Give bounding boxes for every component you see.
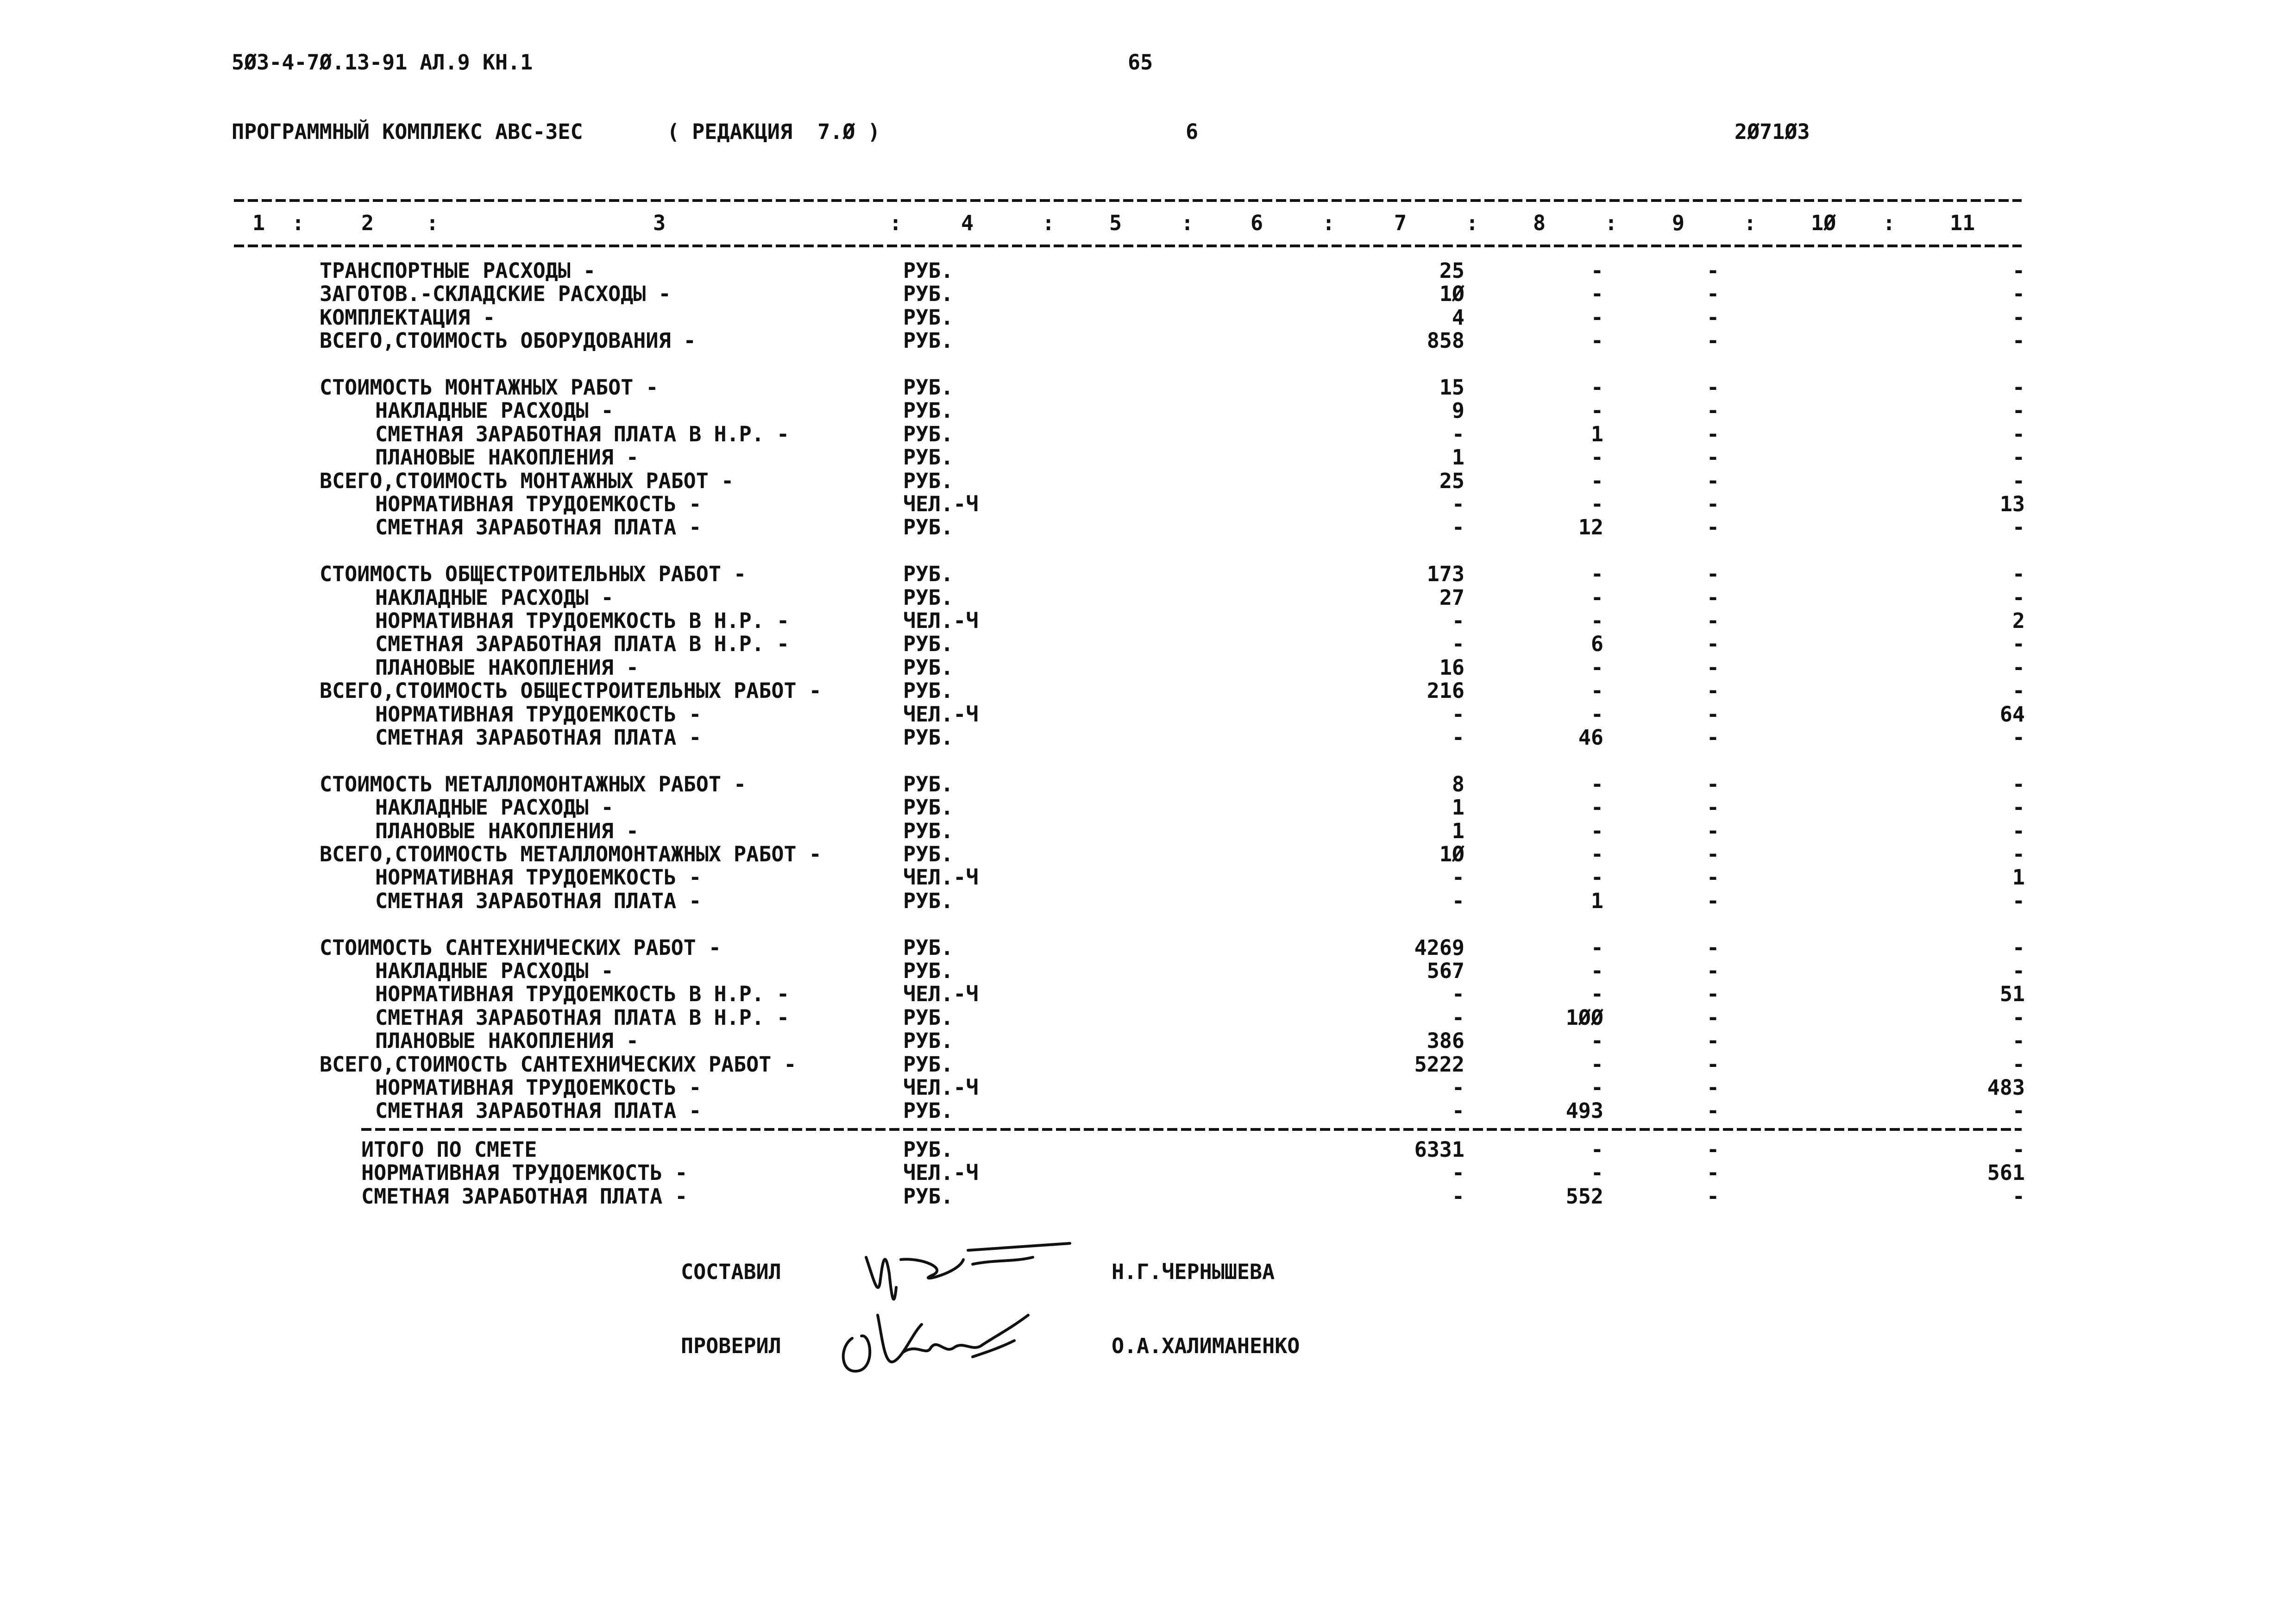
cell-col11: 1	[2012, 865, 2025, 890]
row-label: СТОИМОСТЬ ОБЩЕСТРОИТЕЛЬНЫХ РАБОТ -	[320, 562, 747, 587]
cell-col8: -	[1590, 585, 1603, 610]
cell-col11: -	[2012, 282, 2025, 307]
cell-col8: -	[1590, 375, 1603, 400]
column-separator: :	[1322, 211, 1335, 235]
column-separator: :	[1605, 211, 1618, 235]
table-row	[0, 983, 2275, 1006]
totals-row	[0, 1138, 2275, 1161]
row-label: ВСЕГО,СТОИМОСТЬ МЕТАЛЛОМОНТАЖНЫХ РАБОТ -	[320, 842, 822, 866]
composer-name: Н.Г.ЧЕРНЫШЕВА	[1112, 1260, 1275, 1284]
cell-col11: 51	[1999, 982, 2025, 1007]
table-row	[0, 329, 2275, 352]
row-unit: ЧЕЛ.-Ч	[903, 1075, 979, 1100]
cell-col7: 16	[1439, 655, 1464, 680]
cell-col7: 8	[1452, 771, 1464, 796]
cell-col11: -	[2012, 678, 2025, 703]
cell-col7: -	[1452, 1075, 1464, 1100]
cell-col8: -	[1590, 865, 1603, 890]
row-label: ВСЕГО,СТОИМОСТЬ ОБЩЕСТРОИТЕЛЬНЫХ РАБОТ -	[320, 678, 822, 703]
column-header-9: 9	[1672, 211, 1685, 235]
cell-col7: 1	[1452, 445, 1464, 470]
table-row	[0, 609, 2275, 633]
checked-label: ПРОВЕРИЛ	[681, 1334, 781, 1358]
cell-col7: 25	[1439, 468, 1464, 493]
cell-col8: -	[1590, 445, 1603, 470]
row-label: СМЕТНАЯ ЗАРАБОТНАЯ ПЛАТА -	[361, 1184, 688, 1209]
cell-col11: 483	[1987, 1075, 2025, 1100]
cell-col11: -	[2012, 888, 2025, 913]
row-label: НОРМАТИВНАЯ ТРУДОЕМКОСТЬ -	[375, 492, 702, 516]
row-label: ТРАНСПОРТНЫЕ РАСХОДЫ -	[320, 258, 596, 283]
cell-col11: -	[2012, 818, 2025, 843]
composed-label: СОСТАВИЛ	[681, 1260, 781, 1284]
row-unit: РУБ.	[903, 515, 954, 540]
row-unit: РУБ.	[903, 375, 954, 400]
cell-col11: -	[2012, 725, 2025, 750]
table-row	[0, 306, 2275, 329]
cell-col9: -	[1707, 1005, 1720, 1030]
column-header-8: 8	[1533, 211, 1546, 235]
cell-col11: 2	[2012, 608, 2025, 633]
row-unit: ЧЕЛ.-Ч	[903, 865, 979, 890]
column-separator: :	[426, 211, 439, 235]
row-label: ВСЕГО,СТОИМОСТЬ САНТЕХНИЧЕСКИХ РАБОТ -	[320, 1052, 797, 1077]
cell-col8: -	[1590, 1137, 1603, 1162]
cell-col11: -	[2012, 328, 2025, 353]
cell-col11: 13	[1999, 492, 2025, 516]
column-header-7: 7	[1394, 211, 1407, 235]
cell-col9: -	[1707, 585, 1720, 610]
row-unit: РУБ.	[903, 795, 954, 820]
cell-col9: -	[1707, 795, 1720, 820]
cell-col11: -	[2012, 1005, 2025, 1030]
cell-col9: -	[1707, 655, 1720, 680]
program-edition: ( РЕДАКЦИЯ 7.Ø )	[667, 119, 880, 144]
cell-col9: -	[1707, 468, 1720, 493]
row-label: СМЕТНАЯ ЗАРАБОТНАЯ ПЛАТА -	[375, 888, 702, 913]
cell-col8: 1	[1590, 421, 1603, 446]
row-unit: РУБ.	[903, 1098, 954, 1123]
cell-col8: -	[1590, 608, 1603, 633]
row-unit: РУБ.	[903, 935, 954, 960]
row-label: СМЕТНАЯ ЗАРАБОТНАЯ ПЛАТА -	[375, 725, 702, 750]
cell-col7: -	[1452, 888, 1464, 913]
row-unit: РУБ.	[903, 1005, 954, 1030]
column-separator: :	[1042, 211, 1055, 235]
table-row	[0, 820, 2275, 843]
row-unit: РУБ.	[903, 1028, 954, 1053]
cell-col8: -	[1590, 959, 1603, 983]
cell-col7: 1Ø	[1439, 282, 1464, 307]
cell-col7: 1Ø	[1439, 842, 1464, 866]
row-label: ПЛАНОВЫЕ НАКОПЛЕНИЯ -	[375, 1028, 639, 1053]
cell-col11: -	[2012, 468, 2025, 493]
table-row	[0, 773, 2275, 796]
table-row	[0, 890, 2275, 913]
cell-col7: -	[1452, 515, 1464, 540]
cell-col11: -	[2012, 842, 2025, 866]
cell-col7: -	[1452, 1005, 1464, 1030]
row-label: СМЕТНАЯ ЗАРАБОТНАЯ ПЛАТА -	[375, 1098, 702, 1123]
cell-col9: -	[1707, 678, 1720, 703]
row-label: ВСЕГО,СТОИМОСТЬ МОНТАЖНЫХ РАБОТ -	[320, 468, 734, 493]
row-unit: РУБ.	[903, 328, 954, 353]
table-row	[0, 376, 2275, 399]
cell-col7: 1	[1452, 818, 1464, 843]
cell-col9: -	[1707, 888, 1720, 913]
cell-col8: -	[1590, 842, 1603, 866]
header-bottom-rule	[234, 245, 2022, 247]
row-label: НОРМАТИВНАЯ ТРУДОЕМКОСТЬ -	[375, 702, 702, 727]
cell-col7: 5222	[1414, 1052, 1464, 1077]
totals-row	[0, 1161, 2275, 1185]
cell-col11: -	[2012, 655, 2025, 680]
cell-col11: -	[2012, 421, 2025, 446]
cell-col9: -	[1707, 1052, 1720, 1077]
cell-col7: 25	[1439, 258, 1464, 283]
cell-col8: -	[1590, 468, 1603, 493]
row-unit: РУБ.	[903, 421, 954, 446]
cell-col7: -	[1452, 865, 1464, 890]
cell-col8: -	[1590, 702, 1603, 727]
cell-col9: -	[1707, 445, 1720, 470]
cell-col9: -	[1707, 305, 1720, 330]
cell-col9: -	[1707, 1075, 1720, 1100]
table-row	[0, 843, 2275, 866]
cell-col8: -	[1590, 562, 1603, 587]
cell-col9: -	[1707, 842, 1720, 866]
checker-signature	[834, 1297, 1042, 1380]
column-header-5: 5	[1109, 211, 1122, 235]
column-separator: :	[889, 211, 902, 235]
row-label: НОРМАТИВНАЯ ТРУДОЕМКОСТЬ -	[361, 1160, 688, 1185]
cell-col9: -	[1707, 959, 1720, 983]
row-label: НОРМАТИВНАЯ ТРУДОЕМКОСТЬ -	[375, 865, 702, 890]
row-label: ПЛАНОВЫЕ НАКОПЛЕНИЯ -	[375, 655, 639, 680]
column-header-11: 11	[1950, 211, 1975, 235]
checker-name: О.А.ХАЛИМАНЕНКО	[1112, 1334, 1300, 1358]
totals-row	[0, 1185, 2275, 1208]
row-unit: РУБ.	[903, 655, 954, 680]
cell-col7: 567	[1427, 959, 1464, 983]
cell-col8: -	[1590, 1160, 1603, 1185]
cell-col9: -	[1707, 725, 1720, 750]
table-row	[0, 1053, 2275, 1076]
row-label: НАКЛАДНЫЕ РАСХОДЫ -	[375, 585, 614, 610]
cell-col8: 12	[1578, 515, 1603, 540]
row-label: СМЕТНАЯ ЗАРАБОТНАЯ ПЛАТА -	[375, 515, 702, 540]
column-header-3: 3	[653, 211, 666, 235]
cell-col9: -	[1707, 1160, 1720, 1185]
table-row	[0, 1006, 2275, 1029]
cell-col11: -	[2012, 398, 2025, 423]
cell-col11: -	[2012, 1137, 2025, 1162]
cell-col8: 493	[1565, 1098, 1603, 1123]
cell-col8: -	[1590, 818, 1603, 843]
cell-col7: 4	[1452, 305, 1464, 330]
cell-col8: -	[1590, 328, 1603, 353]
cell-col7: 4269	[1414, 935, 1464, 960]
row-unit: РУБ.	[903, 305, 954, 330]
cell-col7: -	[1452, 632, 1464, 657]
row-label: НОРМАТИВНАЯ ТРУДОЕМКОСТЬ В Н.Р. -	[375, 608, 790, 633]
row-unit: РУБ.	[903, 888, 954, 913]
table-row	[0, 959, 2275, 983]
table-row	[0, 796, 2275, 819]
table-row	[0, 703, 2275, 726]
cell-col8: -	[1590, 771, 1603, 796]
cell-col9: -	[1707, 702, 1720, 727]
table-row	[0, 563, 2275, 586]
page-number: 65	[1128, 50, 1153, 75]
cell-col8: -	[1590, 282, 1603, 307]
row-unit: РУБ.	[903, 959, 954, 983]
cell-col7: -	[1452, 1184, 1464, 1209]
row-unit: РУБ.	[903, 1052, 954, 1077]
cell-col11: -	[2012, 1184, 2025, 1209]
cell-col9: -	[1707, 375, 1720, 400]
cell-col8: -	[1590, 1075, 1603, 1100]
cell-col8: 6	[1590, 632, 1603, 657]
cell-col11: -	[2012, 1098, 2025, 1123]
row-label: НОРМАТИВНАЯ ТРУДОЕМКОСТЬ В Н.Р. -	[375, 982, 790, 1007]
row-unit: РУБ.	[903, 258, 954, 283]
cell-col11: -	[2012, 562, 2025, 587]
cell-col8: -	[1590, 1052, 1603, 1077]
cell-col11: -	[2012, 375, 2025, 400]
cell-col8: -	[1590, 1028, 1603, 1053]
cell-col7: -	[1452, 421, 1464, 446]
cell-col7: 15	[1439, 375, 1464, 400]
cell-col8: -	[1590, 982, 1603, 1007]
row-label: КОМПЛЕКТАЦИЯ -	[320, 305, 496, 330]
cell-col11: -	[2012, 959, 2025, 983]
cell-col11: -	[2012, 585, 2025, 610]
cell-col7: 858	[1427, 328, 1464, 353]
cell-col8: -	[1590, 305, 1603, 330]
row-unit: РУБ.	[903, 1184, 954, 1209]
cell-col8: -	[1590, 258, 1603, 283]
row-unit: РУБ.	[903, 562, 954, 587]
cell-col11: -	[2012, 795, 2025, 820]
table-row	[0, 259, 2275, 282]
cell-col7: 386	[1427, 1028, 1464, 1053]
row-label: СТОИМОСТЬ САНТЕХНИЧЕСКИХ РАБОТ -	[320, 935, 721, 960]
cell-col11: -	[2012, 632, 2025, 657]
table-row	[0, 679, 2275, 702]
table-row	[0, 1029, 2275, 1053]
row-label: СМЕТНАЯ ЗАРАБОТНАЯ ПЛАТА В Н.Р. -	[375, 421, 790, 446]
table-row	[0, 282, 2275, 306]
cell-col8: -	[1590, 795, 1603, 820]
cell-col9: -	[1707, 492, 1720, 516]
row-label: НОРМАТИВНАЯ ТРУДОЕМКОСТЬ -	[375, 1075, 702, 1100]
cell-col7: -	[1452, 725, 1464, 750]
column-header-10: 1Ø	[1811, 211, 1836, 235]
doc-code: 5Ø3-4-7Ø.13-91 АЛ.9 КН.1	[232, 50, 533, 75]
cell-col8: -	[1590, 398, 1603, 423]
row-label: СМЕТНАЯ ЗАРАБОТНАЯ ПЛАТА В Н.Р. -	[375, 1005, 790, 1030]
table-row	[0, 516, 2275, 539]
row-unit: РУБ.	[903, 585, 954, 610]
cell-col7: -	[1452, 492, 1464, 516]
program-name: ПРОГРАММНЫЙ КОМПЛЕКС АВС-3ЕС	[232, 119, 583, 144]
row-label: ВСЕГО,СТОИМОСТЬ ОБОРУДОВАНИЯ -	[320, 328, 696, 353]
table-top-rule	[234, 199, 2022, 202]
table-row	[0, 1076, 2275, 1099]
cell-col11: -	[2012, 445, 2025, 470]
cell-col7: 173	[1427, 562, 1464, 587]
cell-col11: -	[2012, 305, 2025, 330]
column-separator: :	[1181, 211, 1194, 235]
table-row	[0, 399, 2275, 422]
cell-col8: -	[1590, 678, 1603, 703]
row-unit: ЧЕЛ.-Ч	[903, 608, 979, 633]
table-row	[0, 726, 2275, 749]
row-label: СТОИМОСТЬ МЕТАЛЛОМОНТАЖНЫХ РАБОТ -	[320, 771, 747, 796]
cell-col9: -	[1707, 1137, 1720, 1162]
row-label: ИТОГО ПО СМЕТЕ	[361, 1137, 537, 1162]
row-label: НАКЛАДНЫЕ РАСХОДЫ -	[375, 398, 614, 423]
row-label: СТОИМОСТЬ МОНТАЖНЫХ РАБОТ -	[320, 375, 659, 400]
column-separator: :	[1883, 211, 1896, 235]
table-row	[0, 423, 2275, 446]
cell-col7: 6331	[1414, 1137, 1464, 1162]
row-unit: ЧЕЛ.-Ч	[903, 982, 979, 1007]
row-unit: ЧЕЛ.-Ч	[903, 702, 979, 727]
row-unit: РУБ.	[903, 725, 954, 750]
cell-col9: -	[1707, 1098, 1720, 1123]
column-header-1: 1	[252, 211, 265, 235]
cell-col7: -	[1452, 982, 1464, 1007]
totals-rule	[361, 1128, 2022, 1131]
table-row	[0, 936, 2275, 959]
cell-col11: -	[2012, 515, 2025, 540]
cell-col7: -	[1452, 1098, 1464, 1123]
column-header-2: 2	[361, 211, 374, 235]
estimate-code: 2Ø71Ø3	[1735, 119, 1810, 144]
column-separator: :	[292, 211, 305, 235]
cell-col8: 552	[1565, 1184, 1603, 1209]
cell-col9: -	[1707, 282, 1720, 307]
cell-col8: -	[1590, 935, 1603, 960]
table-row	[0, 446, 2275, 469]
row-unit: РУБ.	[903, 282, 954, 307]
cell-col9: -	[1707, 258, 1720, 283]
cell-col7: 9	[1452, 398, 1464, 423]
cell-col8: -	[1590, 655, 1603, 680]
cell-col11: -	[2012, 1052, 2025, 1077]
cell-col9: -	[1707, 328, 1720, 353]
table-row	[0, 493, 2275, 516]
column-header-6: 6	[1251, 211, 1263, 235]
cell-col9: -	[1707, 608, 1720, 633]
row-label: ПЛАНОВЫЕ НАКОПЛЕНИЯ -	[375, 818, 639, 843]
cell-col11: 64	[1999, 702, 2025, 727]
row-label: СМЕТНАЯ ЗАРАБОТНАЯ ПЛАТА В Н.Р. -	[375, 632, 790, 657]
cell-col9: -	[1707, 865, 1720, 890]
row-label: НАКЛАДНЫЕ РАСХОДЫ -	[375, 959, 614, 983]
cell-col9: -	[1707, 421, 1720, 446]
table-row	[0, 656, 2275, 679]
cell-col9: -	[1707, 515, 1720, 540]
cell-col9: -	[1707, 1184, 1720, 1209]
cell-col7: -	[1452, 1160, 1464, 1185]
row-unit: РУБ.	[903, 445, 954, 470]
cell-col11: -	[2012, 935, 2025, 960]
cell-col7: 27	[1439, 585, 1464, 610]
cell-col9: -	[1707, 818, 1720, 843]
cell-col8: 1	[1590, 888, 1603, 913]
cell-col9: -	[1707, 398, 1720, 423]
row-unit: РУБ.	[903, 771, 954, 796]
column-separator: :	[1744, 211, 1757, 235]
row-unit: ЧЕЛ.-Ч	[903, 492, 979, 516]
row-unit: РУБ.	[903, 1137, 954, 1162]
row-unit: РУБ.	[903, 398, 954, 423]
cell-col9: -	[1707, 632, 1720, 657]
row-unit: РУБ.	[903, 842, 954, 866]
cell-col8: 1ØØ	[1565, 1005, 1603, 1030]
cell-col7: -	[1452, 702, 1464, 727]
cell-col9: -	[1707, 562, 1720, 587]
row-unit: ЧЕЛ.-Ч	[903, 1160, 979, 1185]
cell-col8: -	[1590, 492, 1603, 516]
column-header-row	[0, 211, 2275, 238]
row-unit: РУБ.	[903, 632, 954, 657]
table-row	[0, 1099, 2275, 1122]
cell-col7: -	[1452, 608, 1464, 633]
row-unit: РУБ.	[903, 678, 954, 703]
cell-col7: 216	[1427, 678, 1464, 703]
row-label: ЗАГОТОВ.-СКЛАДСКИЕ РАСХОДЫ -	[320, 282, 671, 307]
cell-col9: -	[1707, 982, 1720, 1007]
cell-col11: -	[2012, 1028, 2025, 1053]
row-label: ПЛАНОВЫЕ НАКОПЛЕНИЯ -	[375, 445, 639, 470]
column-header-4: 4	[961, 211, 974, 235]
cell-col11: -	[2012, 771, 2025, 796]
column-separator: :	[1466, 211, 1479, 235]
sheet-number: 6	[1186, 119, 1199, 144]
cell-col7: 1	[1452, 795, 1464, 820]
table-row	[0, 586, 2275, 609]
cell-col11: -	[2012, 258, 2025, 283]
table-row	[0, 866, 2275, 889]
cell-col8: 46	[1578, 725, 1603, 750]
cell-col11: 561	[1987, 1160, 2025, 1185]
table-row	[0, 633, 2275, 656]
row-label: НАКЛАДНЫЕ РАСХОДЫ -	[375, 795, 614, 820]
row-unit: РУБ.	[903, 468, 954, 493]
cell-col9: -	[1707, 771, 1720, 796]
cell-col9: -	[1707, 935, 1720, 960]
table-row	[0, 470, 2275, 493]
cell-col9: -	[1707, 1028, 1720, 1053]
row-unit: РУБ.	[903, 818, 954, 843]
